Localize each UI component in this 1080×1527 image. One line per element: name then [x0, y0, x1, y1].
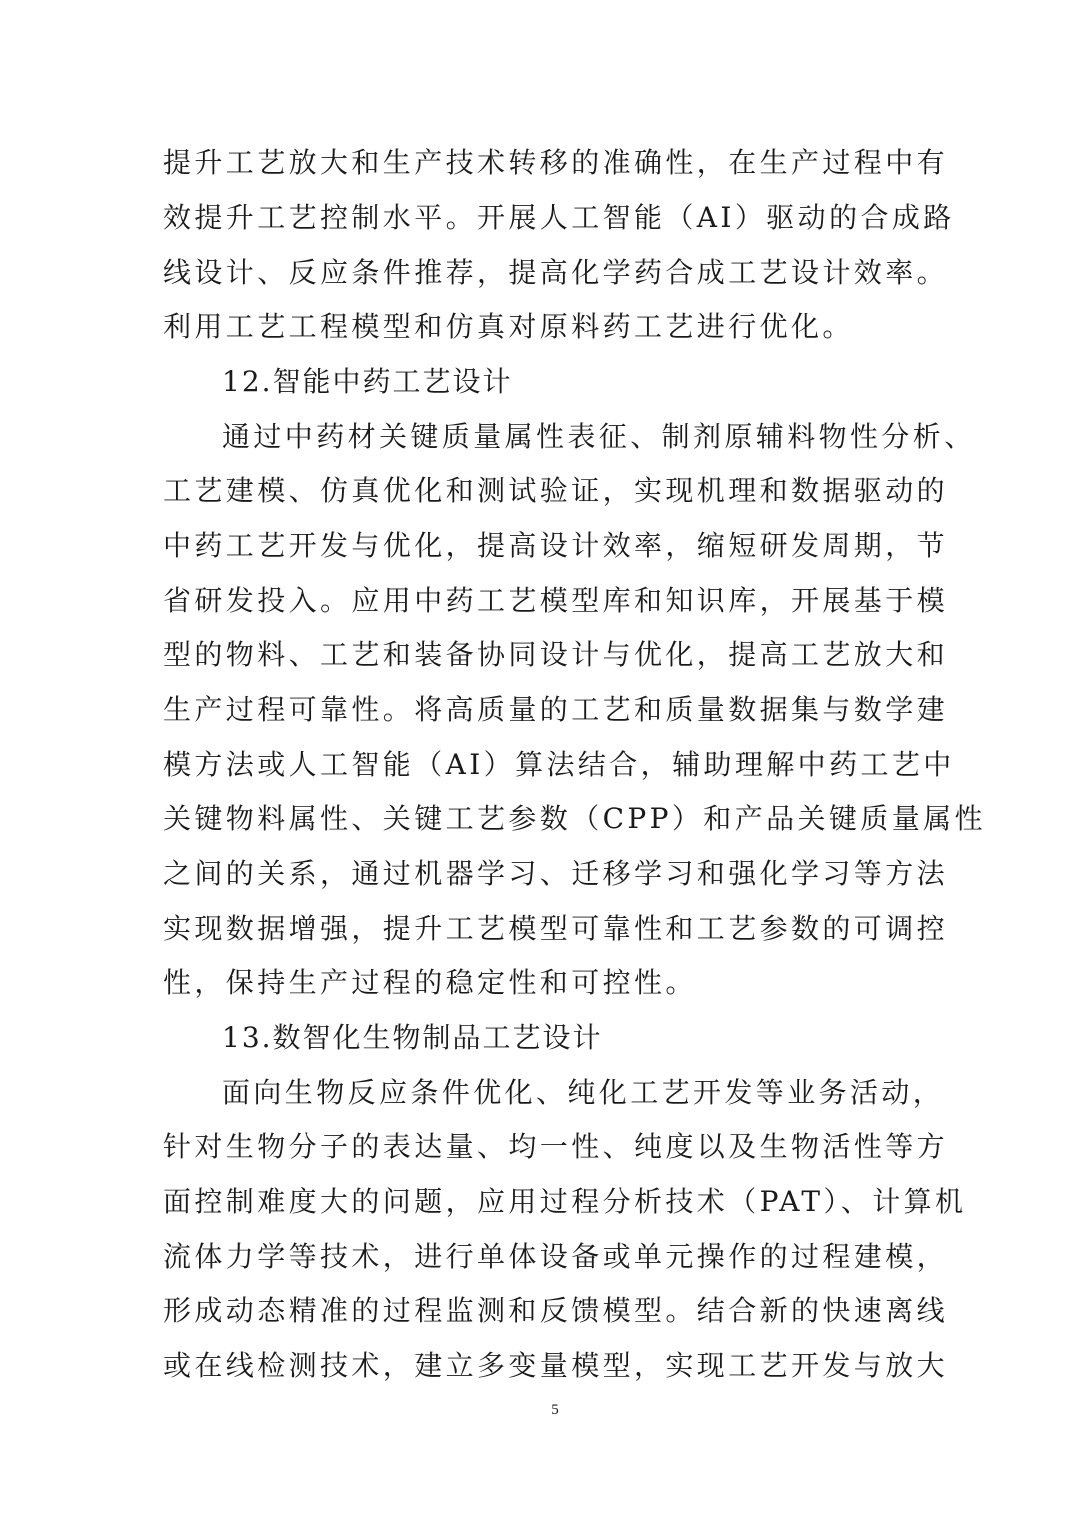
body-text-line: 形成动态精准的过程监测和反馈模型。结合新的快速离线: [163, 1294, 949, 1327]
section-heading-12: 12.智能中药工艺设计: [222, 365, 513, 398]
paragraph-first-line: 通过中药材关键质量属性表征、制剂原辅料物性分析、: [222, 420, 976, 453]
page-number: 5: [551, 1402, 559, 1418]
body-text-line: 利用工艺工程模型和仿真对原料药工艺进行优化。: [163, 310, 854, 343]
body-text-line: 面控制难度大的问题，应用过程分析技术（PAT）、计算机: [163, 1185, 967, 1218]
body-text-line: 提升工艺放大和生产技术转移的准确性，在生产过程中有: [163, 146, 949, 179]
body-text-line: 之间的关系，通过机器学习、迁移学习和强化学习等方法: [163, 857, 949, 890]
paragraph-first-line: 面向生物反应条件优化、纯化工艺开发等业务活动，: [222, 1076, 945, 1109]
body-text-line: 针对生物分子的表达量、均一性、纯度以及生物活性等方: [163, 1130, 949, 1163]
body-text-line: 实现数据增强，提升工艺模型可靠性和工艺参数的可调控: [163, 912, 949, 945]
body-text-line: 线设计、反应条件推荐，提高化学药合成工艺设计效率。: [163, 256, 949, 289]
body-text-line: 省研发投入。应用中药工艺模型库和知识库，开展基于模: [163, 584, 949, 617]
section-heading-13: 13.数智化生物制品工艺设计: [222, 1021, 603, 1054]
body-text-line: 型的物料、工艺和装备协同设计与优化，提高工艺放大和: [163, 638, 949, 671]
body-text-line: 模方法或人工智能（AI）算法结合，辅助理解中药工艺中: [163, 748, 955, 781]
body-text-line: 生产过程可靠性。将高质量的工艺和质量数据集与数学建: [163, 693, 949, 726]
body-text-line: 或在线检测技术，建立多变量模型，实现工艺开发与放大: [163, 1349, 949, 1382]
body-text-line: 效提升工艺控制水平。开展人工智能（AI）驱动的合成路: [163, 201, 955, 234]
body-text-line: 性，保持生产过程的稳定性和可控性。: [163, 966, 697, 999]
body-text-line: 流体力学等技术，进行单体设备或单元操作的过程建模，: [163, 1240, 949, 1273]
body-text-line: 关键物料属性、关键工艺参数（CPP）和产品关键质量属性: [163, 802, 986, 835]
body-text-line: 工艺建模、仿真优化和测试验证，实现机理和数据驱动的: [163, 474, 949, 507]
body-text-line: 中药工艺开发与优化，提高设计效率，缩短研发周期，节: [163, 529, 949, 562]
